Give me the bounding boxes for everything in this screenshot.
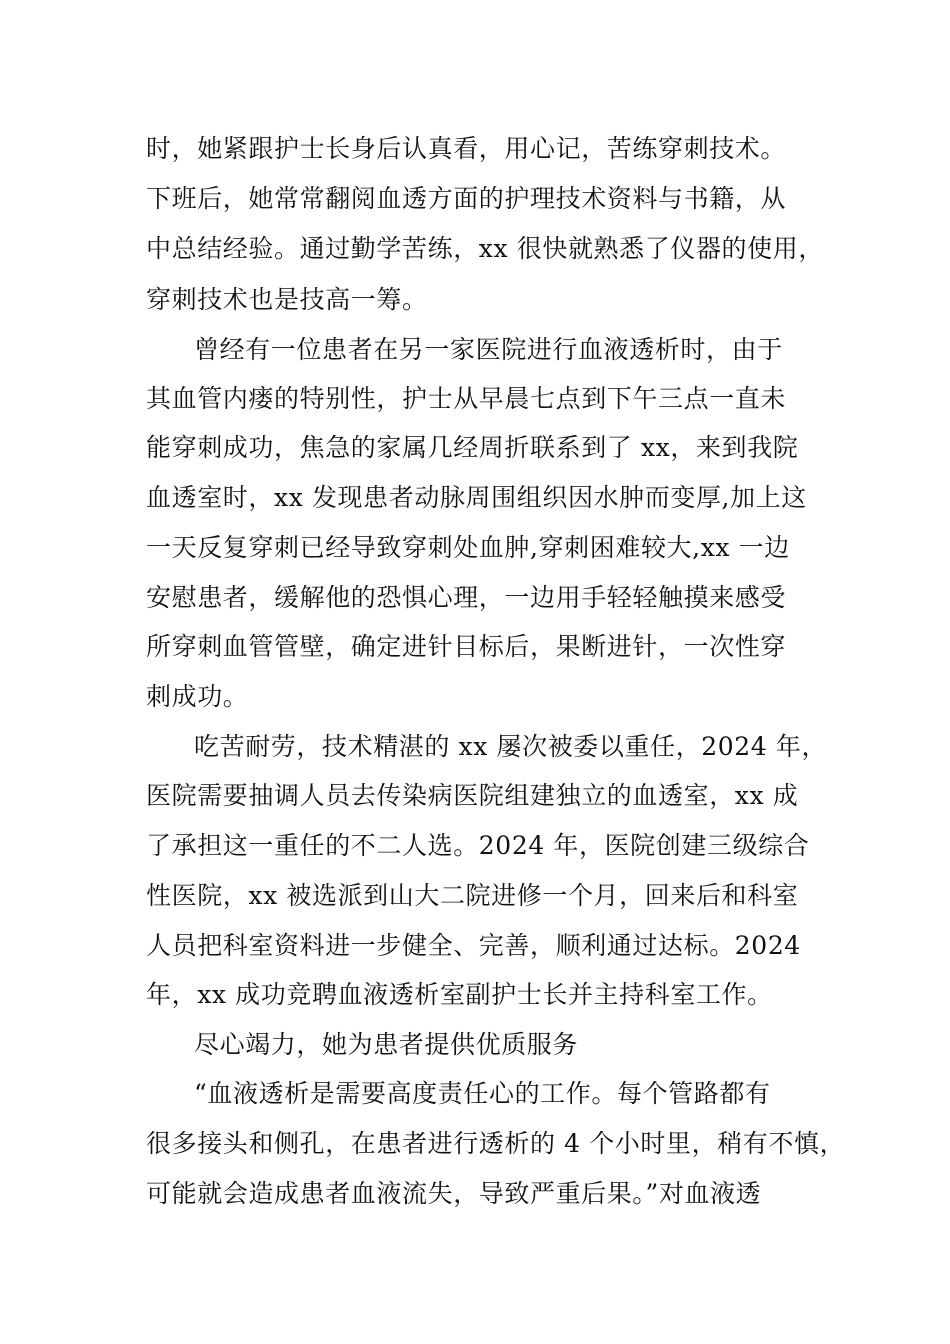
text-line: 能穿刺成功，焦急的家属几经周折联系到了 xx，来到我院 — [146, 433, 799, 462]
text-line: 可能就会造成患者血液流失，导致严重后果。”对血液透 — [146, 1179, 762, 1208]
text-line: 一天反复穿刺已经导致穿刺处血肿,穿刺困难较大,xx 一边 — [146, 533, 790, 562]
text-line: 安慰患者，缓解他的恐惧心理，一边用手轻轻触摸来感受 — [146, 583, 787, 612]
text-line: 时，她紧跟护士长身后认真看，用心记，苦练穿刺技术。 — [146, 134, 787, 163]
text-line: 医院需要抽调人员去传染病医院组建独立的血透室，xx 成 — [146, 781, 799, 810]
text-line: 其血管内瘘的特别性，护士从早晨七点到下午三点一直未 — [146, 384, 787, 413]
text-line: 中总结经验。通过勤学苦练，xx 很快就熟悉了仪器的使用， — [146, 234, 824, 263]
text-line: 血透室时，xx 发现患者动脉周围组织因水肿而变厚,加上这 — [146, 483, 807, 512]
text-line: 下班后，她常常翻阅血透方面的护理技术资料与书籍，从 — [146, 184, 787, 213]
text-line: 所穿刺血管管壁，确定进针目标后，果断进针，一次性穿 — [146, 632, 787, 661]
text-line: 了承担这一重任的不二人选。2024 年，医院创建三级综合 — [146, 831, 810, 860]
text-line: 曾经有一位患者在另一家医院进行血液透析时，由于 — [194, 335, 783, 364]
text-line: 吃苦耐劳，技术精湛的 xx 屡次被委以重任，2024 年， — [194, 732, 828, 761]
text-line: “血液透析是需要高度责任心的工作。每个管路都有 — [194, 1079, 771, 1108]
section-heading: 尽心竭力，她为患者提供优质服务 — [194, 1030, 579, 1059]
text-line: 年，xx 成功竞聘血液透析室副护士长并主持科室工作。 — [146, 980, 773, 1009]
text-line: 性医院，xx 被选派到山大二院进修一个月，回来后和科室 — [146, 881, 799, 910]
text-line: 刺成功。 — [146, 682, 249, 711]
text-line: 很多接头和侧孔，在患者进行透析的 4 个小时里，稍有不慎， — [146, 1129, 846, 1158]
text-line: 穿刺技术也是技高一筹。 — [146, 285, 428, 314]
text-line: 人员把科室资料进一步健全、完善，顺利通过达标。2024 — [146, 931, 801, 960]
